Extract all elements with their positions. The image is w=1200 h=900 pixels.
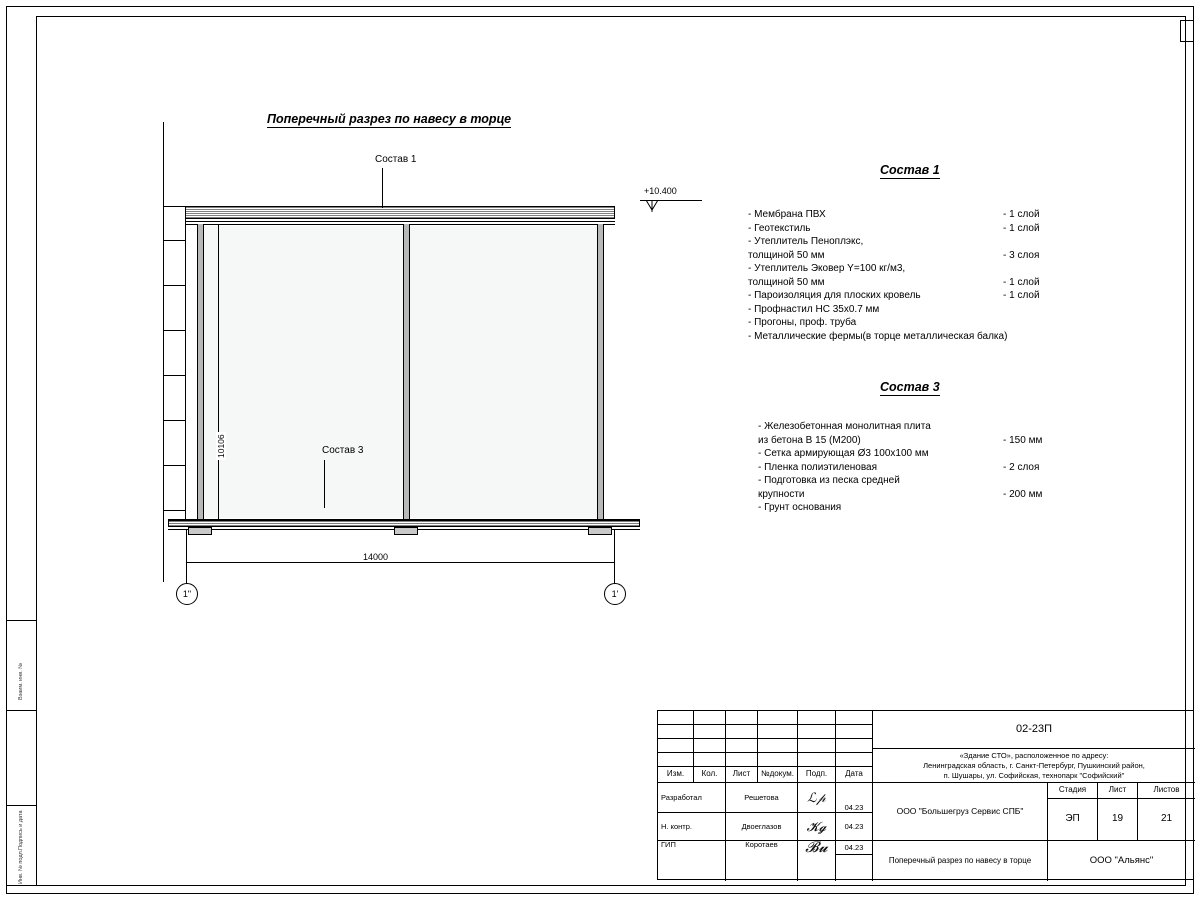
spec-row: [758, 420, 1178, 434]
rev-cell: [836, 711, 873, 725]
stamp-date-1: 04.23: [836, 813, 873, 841]
stamp-stage-value: ЭП: [1048, 799, 1098, 841]
grid-tick: [163, 465, 185, 466]
spec-row-name: толщиной 50 мм: [748, 276, 825, 288]
stamp-sheets-value: 21: [1138, 799, 1195, 841]
dim-horizontal-line: [186, 562, 615, 563]
rev-cell: [726, 739, 758, 753]
stamp-col-header-data: Дата: [836, 767, 873, 783]
grid-tick: [163, 206, 185, 207]
stamp-col-header-list: Лист: [726, 767, 758, 783]
grid-tick: [185, 206, 186, 521]
spec-row: [748, 222, 1168, 236]
spec-row: [748, 289, 1168, 303]
stamp-customer: ООО "Большегруз Сервис СПБ": [873, 783, 1048, 841]
spec-row-name: - Сетка армирующая Ø3 100х100 мм: [758, 448, 929, 459]
drawing-title-text: Поперечный разрез по навесу в торце: [267, 112, 512, 126]
stamp-sign-1: [798, 813, 836, 841]
stamp-sheet-title: Поперечный разрез по навесу в торце: [873, 841, 1048, 881]
object-line-2: Ленинградская область, г. Санкт-Петербург, Пушкинский район,: [923, 760, 1145, 770]
bay-area: [200, 226, 600, 518]
stamp-name-2: Коротаев: [726, 841, 798, 881]
spec-row-name: - Металлические фермы(в торце металлическая балка): [748, 330, 1008, 342]
spec-row-name: толщиной 50 мм: [748, 249, 825, 261]
spec-row-name: - Утеплитель Пеноплэкс,: [748, 236, 864, 247]
stamp-sheet-header: Лист: [1098, 783, 1138, 799]
drawing-title: [267, 112, 511, 126]
spec1-title: [880, 163, 940, 177]
spec-row-name: - Пленка полиэтиленовая: [758, 461, 878, 473]
footing-left: [188, 527, 212, 535]
rev-cell: [758, 725, 798, 739]
rev-cell: [726, 711, 758, 725]
object-line-1: «Здание СТО», расположенное по адресу:: [959, 750, 1109, 760]
side-note-1: Взаим. инв. №: [18, 662, 24, 700]
spec-row-name: - Геотекстиль: [748, 222, 811, 234]
grid-tick: [163, 330, 185, 331]
spec-row-name: - Профнастил НС 35х0.7 мм: [748, 303, 880, 315]
grid-tick: [163, 510, 185, 511]
spec3-title: [880, 380, 940, 394]
roof-line: [185, 221, 615, 222]
stamp-date-2-blank: [836, 855, 873, 881]
roof-line-2: [185, 224, 615, 225]
column-left-fill: [198, 224, 203, 520]
grid-tick: [163, 285, 185, 286]
spec-row: [748, 330, 1168, 344]
corner-tab: [1180, 20, 1194, 42]
stamp-role-1: Н. контр.: [658, 813, 726, 841]
stamp-col-header-kol: Кол.: [694, 767, 726, 783]
spec-row-value: - 2 слоя: [1003, 461, 1040, 473]
signature-glyph: ℒ𝓅: [807, 789, 826, 805]
spec-row-name: - Железобетонная монолитная плита: [758, 421, 931, 432]
spec-row: [758, 461, 1178, 475]
rev-cell: [726, 725, 758, 739]
spec-row-name: - Грунт основания: [758, 502, 842, 513]
spec-row-value: - 1 слой: [1003, 276, 1040, 288]
stamp-project-code: 02-23П: [873, 711, 1195, 749]
spec-row-value: - 1 слой: [1003, 222, 1040, 234]
axis-bubble-left-text: 1": [182, 589, 192, 599]
callout-sostav1-label: Состав 1: [375, 154, 417, 165]
spec-row-value: - 1 слой: [1003, 209, 1040, 220]
spec-row-name: - Подготовка из песка средней: [758, 475, 900, 486]
spec-row-name: крупности: [758, 488, 805, 500]
axis-left-extension: [186, 562, 187, 584]
dim-vertical-line: [218, 224, 219, 520]
spec1-list: [748, 208, 1168, 343]
rev-cell: [758, 739, 798, 753]
spec-row-name: - Мембрана ПВХ: [748, 209, 826, 220]
spec-row: [748, 249, 1168, 263]
rev-cell: [798, 739, 836, 753]
callout-sostav3-label: Состав 3: [322, 445, 364, 456]
rev-cell: [798, 725, 836, 739]
spec-row: [758, 488, 1178, 502]
rev-cell: [758, 753, 798, 767]
stamp-name-0: Решетова: [726, 783, 798, 813]
spec-row-value: - 200 мм: [1003, 488, 1043, 500]
dim-vertical-tick: [213, 519, 224, 520]
side-note-3: Инв. № подл.: [18, 849, 24, 884]
signature-glyph: 𝓑𝓾: [805, 841, 828, 856]
rev-cell: [798, 753, 836, 767]
stamp-name-1: Двоеглазов: [726, 813, 798, 841]
dim-vertical-tick: [213, 224, 224, 225]
grid-tick: [163, 375, 185, 376]
rev-cell: [658, 739, 694, 753]
spec1-title-text: Состав 1: [880, 163, 940, 177]
rev-cell: [726, 753, 758, 767]
stamp-role-0: Разработал: [658, 783, 726, 813]
footing-middle: [394, 527, 418, 535]
axis-bubble-right: [604, 583, 626, 605]
stamp-sign-0: [798, 783, 836, 813]
spec-row: [748, 262, 1168, 276]
column-middle-fill: [404, 224, 409, 520]
rev-cell: [694, 739, 726, 753]
level-mark-arrow: [646, 200, 660, 212]
spec3-title-text: Состав 3: [880, 380, 940, 394]
grid-tick: [163, 240, 185, 241]
side-note-2: Подпись и дата: [18, 810, 24, 850]
spec-row: [748, 316, 1168, 330]
stamp-company: ООО "Альянс": [1089, 855, 1154, 867]
rev-cell: [658, 711, 694, 725]
rev-cell: [694, 753, 726, 767]
spec-row: [758, 447, 1178, 461]
spec-row-name: из бетона В 15 (М200): [758, 434, 861, 446]
column-right-fill: [598, 224, 603, 520]
stamp-col-header-podp: Подп.: [798, 767, 836, 783]
axis-right-extension: [614, 562, 615, 584]
dim-horizontal-text: 14000: [360, 552, 391, 562]
stamp-col-header-izm: Изм.: [658, 767, 694, 783]
spec-row: [748, 276, 1168, 290]
rev-cell: [836, 739, 873, 753]
signature-glyph: 𝓚𝓰: [806, 818, 827, 834]
spec-row-name: - Утеплитель Эковер Y=100 кг/м3,: [748, 263, 906, 274]
stamp-stage-header: Стадия: [1048, 783, 1098, 799]
stamp-sheets-header: Листов: [1138, 783, 1195, 799]
rev-cell: [836, 753, 873, 767]
rev-cell: [798, 711, 836, 725]
level-mark-label: +10.400: [644, 186, 677, 196]
title-block: [657, 710, 1194, 880]
footing-right: [588, 527, 612, 535]
stamp-role-2: ГИП: [658, 841, 726, 881]
spec-row: [758, 501, 1178, 515]
roof-hatch: [186, 207, 614, 218]
rev-cell: [694, 711, 726, 725]
rev-cell: [758, 711, 798, 725]
spec-row: [758, 474, 1178, 488]
axis-bubble-right-text: 1': [611, 589, 619, 599]
spec-row-value: - 3 слоя: [1003, 249, 1040, 261]
axis-bubble-left: [176, 583, 198, 605]
rev-cell: [658, 725, 694, 739]
spec-row-name: - Пароизоляция для плоских кровель: [748, 290, 921, 301]
stamp-date-2: 04.23: [836, 841, 873, 855]
left-axis-line: [163, 122, 164, 582]
stamp-object-description: [873, 749, 1195, 783]
rev-cell: [694, 725, 726, 739]
rev-cell: [658, 753, 694, 767]
spec-row-value: - 1 слой: [1003, 290, 1040, 301]
dim-vertical-text: 10106: [216, 434, 226, 458]
spec-row: [748, 208, 1168, 222]
spec-row: [758, 434, 1178, 448]
spec3-list: [758, 420, 1178, 515]
spec-row: [748, 235, 1168, 249]
rev-cell: [836, 725, 873, 739]
floor-slab-hatch: [169, 521, 639, 526]
spec-row: [748, 303, 1168, 317]
object-line-3: п. Шушары, ул. Софийская, технопарк "Софийский": [943, 770, 1125, 780]
stamp-date-0: 04.23: [836, 783, 873, 813]
stamp-sheet-value: 19: [1098, 799, 1138, 841]
stamp-sign-2: [798, 841, 836, 881]
spec-row-name: - Прогоны, проф. труба: [748, 317, 857, 328]
stamp-col-header-ndokum: №докум.: [758, 767, 798, 783]
spec-row-value: - 150 мм: [1003, 434, 1043, 446]
callout-sostav1-leader: [382, 168, 383, 208]
callout-sostav3-leader: [324, 460, 325, 508]
grid-tick: [163, 420, 185, 421]
